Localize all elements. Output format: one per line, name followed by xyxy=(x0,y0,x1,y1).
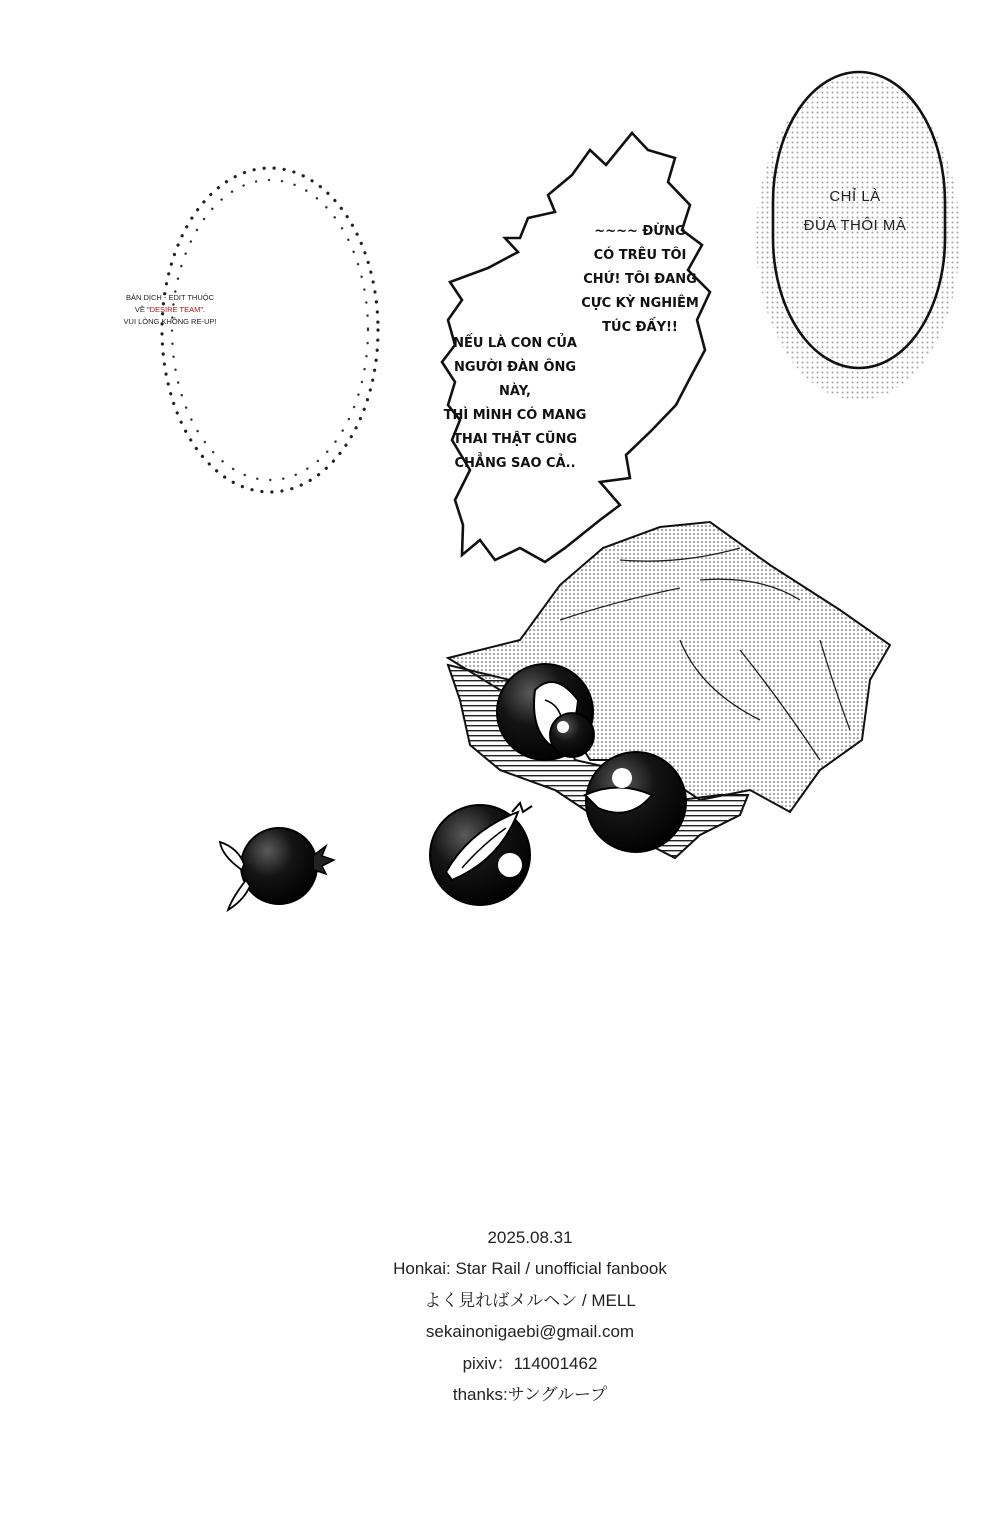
jagged-bubble-text xyxy=(440,210,700,470)
colophon-circle: よく見ればメルヘン / MELL xyxy=(424,1290,636,1310)
credit-line-2 xyxy=(100,304,240,316)
dialogue-line: NẾU LÀ CON CỦA xyxy=(453,336,577,351)
translator-credit xyxy=(100,292,240,328)
oval-bubble-text xyxy=(770,182,940,240)
dialogue-line: CHỨ! TÔI ĐANG xyxy=(583,272,697,287)
jagged-bubble-left-dialogue xyxy=(440,332,590,476)
team-name: DESIRE TEAM xyxy=(149,305,201,314)
dialogue-line: ~~~~ ĐỪNG xyxy=(594,224,686,239)
dialogue-line: NGƯỜI ĐÀN ÔNG NÀY, xyxy=(453,360,577,399)
dialogue-line: CHẲNG SAO CẢ.. xyxy=(454,456,576,471)
pomegranate-whole xyxy=(220,828,334,910)
dialogue-line: ĐÙA THÔI MÀ xyxy=(803,217,907,234)
colophon-thanks: thanks:サングループ xyxy=(452,1385,608,1405)
pomegranate-in-cloth-1 xyxy=(497,664,594,760)
colophon-title: Honkai: Star Rail / unofficial fanbook xyxy=(393,1259,667,1279)
dotted-oval-bubble-inner xyxy=(172,180,368,480)
jagged-bubble-right-dialogue xyxy=(580,220,700,340)
colophon-date: 2025.08.31 xyxy=(487,1228,573,1247)
colophon xyxy=(300,1222,760,1410)
colophon-email: sekainonigaebi@gmail.com xyxy=(425,1322,635,1342)
dialogue-line: CHỈ LÀ xyxy=(829,188,881,205)
pomegranate-cut xyxy=(430,803,532,905)
credit-line-2-suffix: ". xyxy=(200,305,206,314)
dialogue-line: THAI THẬT CŨNG xyxy=(452,432,578,447)
dialogue-line: CỰC KỲ NGHIÊM xyxy=(581,296,699,311)
colophon-pixiv: pixiv：114001462 xyxy=(462,1353,598,1373)
dialogue-line: CÓ TRÊU TÔI xyxy=(593,248,687,263)
pomegranate-in-cloth-2 xyxy=(585,752,686,852)
dialogue-line: TÚC ĐẤY!! xyxy=(602,320,678,335)
dialogue-line: THÌ MÌNH CÓ MANG xyxy=(443,408,587,423)
dotted-oval-bubble xyxy=(162,168,378,492)
credit-line-3: VUI LÒNG KHÔNG RE-UP! xyxy=(123,317,217,326)
credit-line-2-prefix: VỀ " xyxy=(134,305,150,314)
credit-line-1: BẢN DỊCH - EDIT THUỘC xyxy=(125,293,215,302)
